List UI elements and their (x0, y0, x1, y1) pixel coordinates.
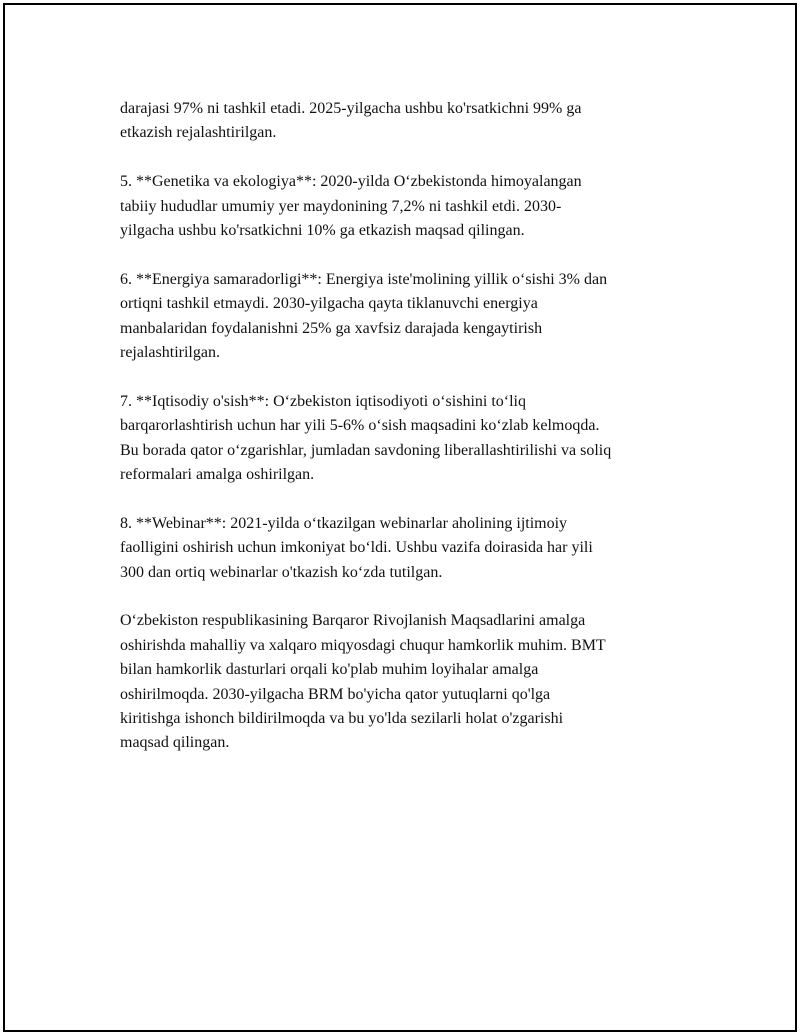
paragraph-webinar: 8. **Webinar**: 2021-yilda o‘tkazilgan webinarlar aholining ijtimoiy faolligini oshirish uchun imkoniyat bo‘ldi. Ushbu vazifa doirasida har yili 300 dan ortiq webinarlar o'tkazish ko‘zda tutilgan. (120, 514, 593, 581)
paragraph-genetics-ecology: 5. **Genetika va ekologiya**: 2020-yilda O‘zbekistonda himoyalangan tabiiy hududlar umumiy yer maydonining 7,2% ni tashkil etdi. 2030- yilgacha ushbu ko'rsatkichni 10% ga etkazish maqsad qilingan. (120, 173, 582, 240)
paragraph-economic-growth: 7. **Iqtisodiy o'sish**: O‘zbekiston iqtisodiyoti o‘sishini to‘liq barqarorlashtirish uchun har yili 5-6% o‘sish maqsadini ko‘zlab kelmoqda. Bu borada qator o‘zgarishlar, jumladan savdoning liberallashtirilishi va soliq reformalari amalga oshirilgan. (120, 392, 612, 484)
paragraph-energy-efficiency: 6. **Energiya samaradorligi**: Energiya iste'molining yillik o‘sishi 3% dan ortiqni tashkil etmaydi. 2030-yilgacha qayta tiklanuvchi energiya manbalaridan foydalanishni 25% ga xavfsiz darajada kengaytirish rejalashtirilgan. (120, 270, 608, 362)
paragraph-conclusion: O‘zbekiston respublikasining Barqaror Rivojlanish Maqsadlarini amalga oshirishda mahalliy va xalqaro miqyosdagi chuqur hamkorlik muhim. BMT bilan hamkorlik dasturlari orqali ko'plab muhim loyihalar amalga oshirilmoqda. 2030-yilgacha BRM bo'yicha qator yutuqlarni qo'lga kiritishga ishonch bildirilmoqda va bu yo'lda sezilarli holat o'zgarishi maqsad qilingan. (120, 612, 606, 752)
document-body (120, 97, 700, 780)
paragraph-continuation: darajasi 97% ni tashkil etadi. 2025-yilgacha ushbu ko'rsatkichni 99% ga etkazish rejalashtirilgan. (120, 100, 582, 142)
document-page (3, 3, 797, 1032)
